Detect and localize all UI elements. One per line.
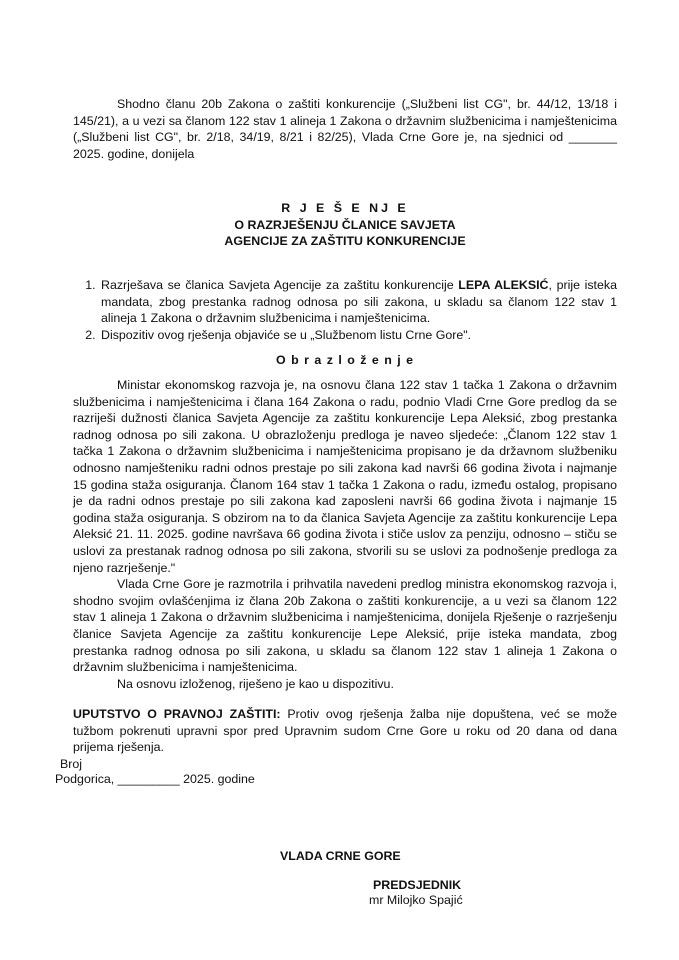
legal-remedy-text: Protiv ovog rješenja žalba nije dopuštena, već se može tužbom pokrenuti upravni spor pred Upravnim sudom Crne Gore u roku od 20 dana od dana prijema rješenja. — [73, 707, 618, 755]
signatory-title: PREDSJEDNIK — [373, 878, 462, 892]
reasoning-heading: O b r a z l o ž e n j e — [276, 353, 414, 367]
preamble: Shodno članu 20b Zakona o zaštiti konkurencije („Službeni list CG", br. 44/12, 13/18 i 145/21), a u vezi sa članom 122 stav 1 alineja 1 Zakona o državnim službenicima i namještenicima („Službeni list CG", br. 2/18, 34/19, 8/21 i 82/25), Vlada Crne Gore je, na sjednici od _______ 2025. godine, donijela — [73, 97, 617, 161]
title-line-2: O RAZRJEŠENJU ČLANICE SAVJETA — [234, 217, 456, 232]
item-text: Razrješava se članica Savjeta Agencije za zaštitu konkurencije — [101, 278, 459, 292]
reasoning-paragraph: Na osnovu izloženog, riješeno je kao u dispozitivu. — [117, 676, 394, 691]
item-text: , prije isteka mandata, zbog prestanka radnog odnosa po sili zakona, u skladu sa članom 122 stav 1 alineja 1 Zakona o državnim službenicima i namještenicima. — [101, 278, 617, 326]
legal-remedy — [73, 706, 617, 756]
reasoning-paragraph: Ministar ekonomskog razvoja je, na osnovu člana 122 stav 1 tačka 1 Zakona o državnim službenicima i namještenicima i člana 164 Zakona o radu, podnio Vladi Crne Gore predlog da se razriješi dužnosti članica Savjeta Agencije za zaštitu konkurencije Lepa Aleksić, zbog prestanka radnog odnosa po sili zakona. U obrazloženju predloga je naveo sljedeće: „Članom 122 stav 1 tačka 1 Zakona o državnim službenicima i namještenicima propisano je da državnom službeniku odnosno namješteniku radni odnos prestaje po sili zakona kad navrši 66 godina života i najmanje 15 godina staža osiguranja. Članom 164 stav 1 tačka 1 Zakona o radu, između ostalog, propisano je da radni odnos prestaje po sili zakona kad zaposleni navrši 66 godina života i najmanje 15 godina staža osiguranja. S obzirom na to da članica Savjeta Agencije za zaštitu konkurencije Lepa Aleksić 21. 11. 2025. godine navršava 66 godina života i stiče uslov za penziju, odnosno – stiču se uslovi za prestanak radnog odnosa po sili zakona, stvorili su se uslovi za podnošenje predloga za njeno razrješenje." — [73, 378, 617, 575]
place-date: Podgorica, _________ 2025. godine — [55, 772, 255, 786]
document-number: Broj — [60, 757, 83, 771]
reasoning-paragraph: Vlada Crne Gore je razmotrila i prihvatila navedeni predlog ministra ekonomskog razvoja i, shodno svojim ovlašćenjima iz člana 20b Zakona o zaštiti konkurencije, a u vezi sa članom 122 stav 1 alineja 1 Zakona o državnim službenicima i namještenicima, donijela Rješenje o razrješenju članice Savjeta Agencije za zaštitu konkurencije Lepe Aleksić, prije isteka mandata, zbog prestanka radnog odnosa po sili zakona, u skladu sa članom 122 stav 1 alineja 1 Zakona o državnim službenicima i namještenicima. — [73, 577, 617, 675]
person-name: LEPA ALEKSIĆ — [458, 278, 549, 292]
document-title — [73, 200, 617, 250]
reasoning-body — [73, 377, 617, 692]
legal-remedy-label: UPUTSTVO O PRAVNOJ ZAŠTITI: — [73, 707, 281, 721]
title-line-3: AGENCIJE ZA ZAŠTITU KONKURENCIJE — [224, 234, 466, 249]
decision-item — [99, 327, 617, 344]
signatory-name: mr Milojko Spajić — [369, 893, 463, 907]
item-text: Dispozitiv ovog rješenja objaviće se u „Službenom listu Crne Gore". — [101, 327, 472, 342]
decision-items — [73, 277, 617, 343]
title-line-1: R J E Š E NJ E — [281, 201, 409, 215]
decision-item — [99, 277, 617, 327]
government-name: VLADA CRNE GORE — [280, 849, 401, 863]
